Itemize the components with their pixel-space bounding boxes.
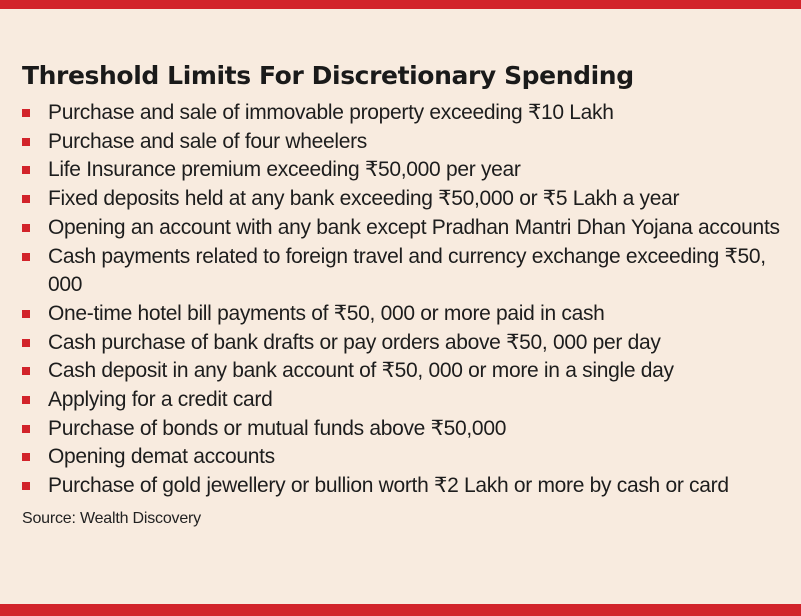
list-item-text: Cash payments related to foreign travel and currency exchange exceeding ₹50, 000 — [48, 244, 766, 297]
square-bullet-icon — [22, 253, 30, 261]
square-bullet-icon — [22, 453, 30, 461]
list-item — [22, 128, 792, 157]
list-item — [22, 443, 792, 472]
list-item — [22, 415, 792, 444]
square-bullet-icon — [22, 396, 30, 404]
list-item — [22, 300, 792, 329]
list-item — [22, 185, 792, 214]
square-bullet-icon — [22, 166, 30, 174]
list-item-text: Purchase and sale of immovable property exceeding ₹10 Lakh — [48, 101, 614, 124]
square-bullet-icon — [22, 138, 30, 146]
list-item-text: Purchase and sale of four wheelers — [48, 129, 367, 153]
bottom-accent-bar — [0, 604, 801, 616]
list-item — [22, 243, 792, 300]
source-credit: Source: Wealth Discovery — [22, 509, 201, 527]
square-bullet-icon — [22, 482, 30, 490]
list-item-text: Cash deposit in any bank account of ₹50, 000 or more in a single day — [48, 359, 674, 383]
square-bullet-icon — [22, 224, 30, 232]
square-bullet-icon — [22, 425, 30, 433]
list-item — [22, 357, 792, 386]
top-accent-bar — [0, 0, 801, 9]
list-item — [22, 156, 792, 185]
list-item-text: Purchase of gold jewellery or bullion worth ₹2 Lakh or more by cash or card — [48, 474, 729, 498]
square-bullet-icon — [22, 367, 30, 375]
list-item-text: Opening an account with any bank except Pradhan Mantri Dhan Yojana accounts — [48, 215, 780, 239]
info-panel — [22, 58, 792, 529]
square-bullet-icon — [22, 339, 30, 347]
list-item-text: Opening demat accounts — [48, 445, 275, 469]
list-item-text: One-time hotel bill payments of ₹50, 000 or more paid in cash — [48, 301, 605, 325]
list-item-text: Cash purchase of bank drafts or pay orders above ₹50, 000 per day — [48, 330, 661, 354]
square-bullet-icon — [22, 109, 30, 117]
square-bullet-icon — [22, 195, 30, 203]
list-item — [22, 386, 792, 415]
panel-title: Threshold Limits For Discretionary Spending — [22, 61, 634, 90]
list-item — [22, 99, 792, 128]
list-item-text: Purchase of bonds or mutual funds above ₹50,000 — [48, 416, 507, 440]
list-item — [22, 214, 792, 243]
list-item — [22, 329, 792, 358]
threshold-list — [22, 99, 792, 501]
list-item-text: Fixed deposits held at any bank exceeding ₹50,000 or ₹5 Lakh a year — [48, 187, 680, 211]
list-item-text: Life Insurance premium exceeding ₹50,000 per year — [48, 158, 521, 182]
square-bullet-icon — [22, 310, 30, 318]
list-item — [22, 472, 792, 501]
list-item-text: Applying for a credit card — [48, 388, 273, 412]
